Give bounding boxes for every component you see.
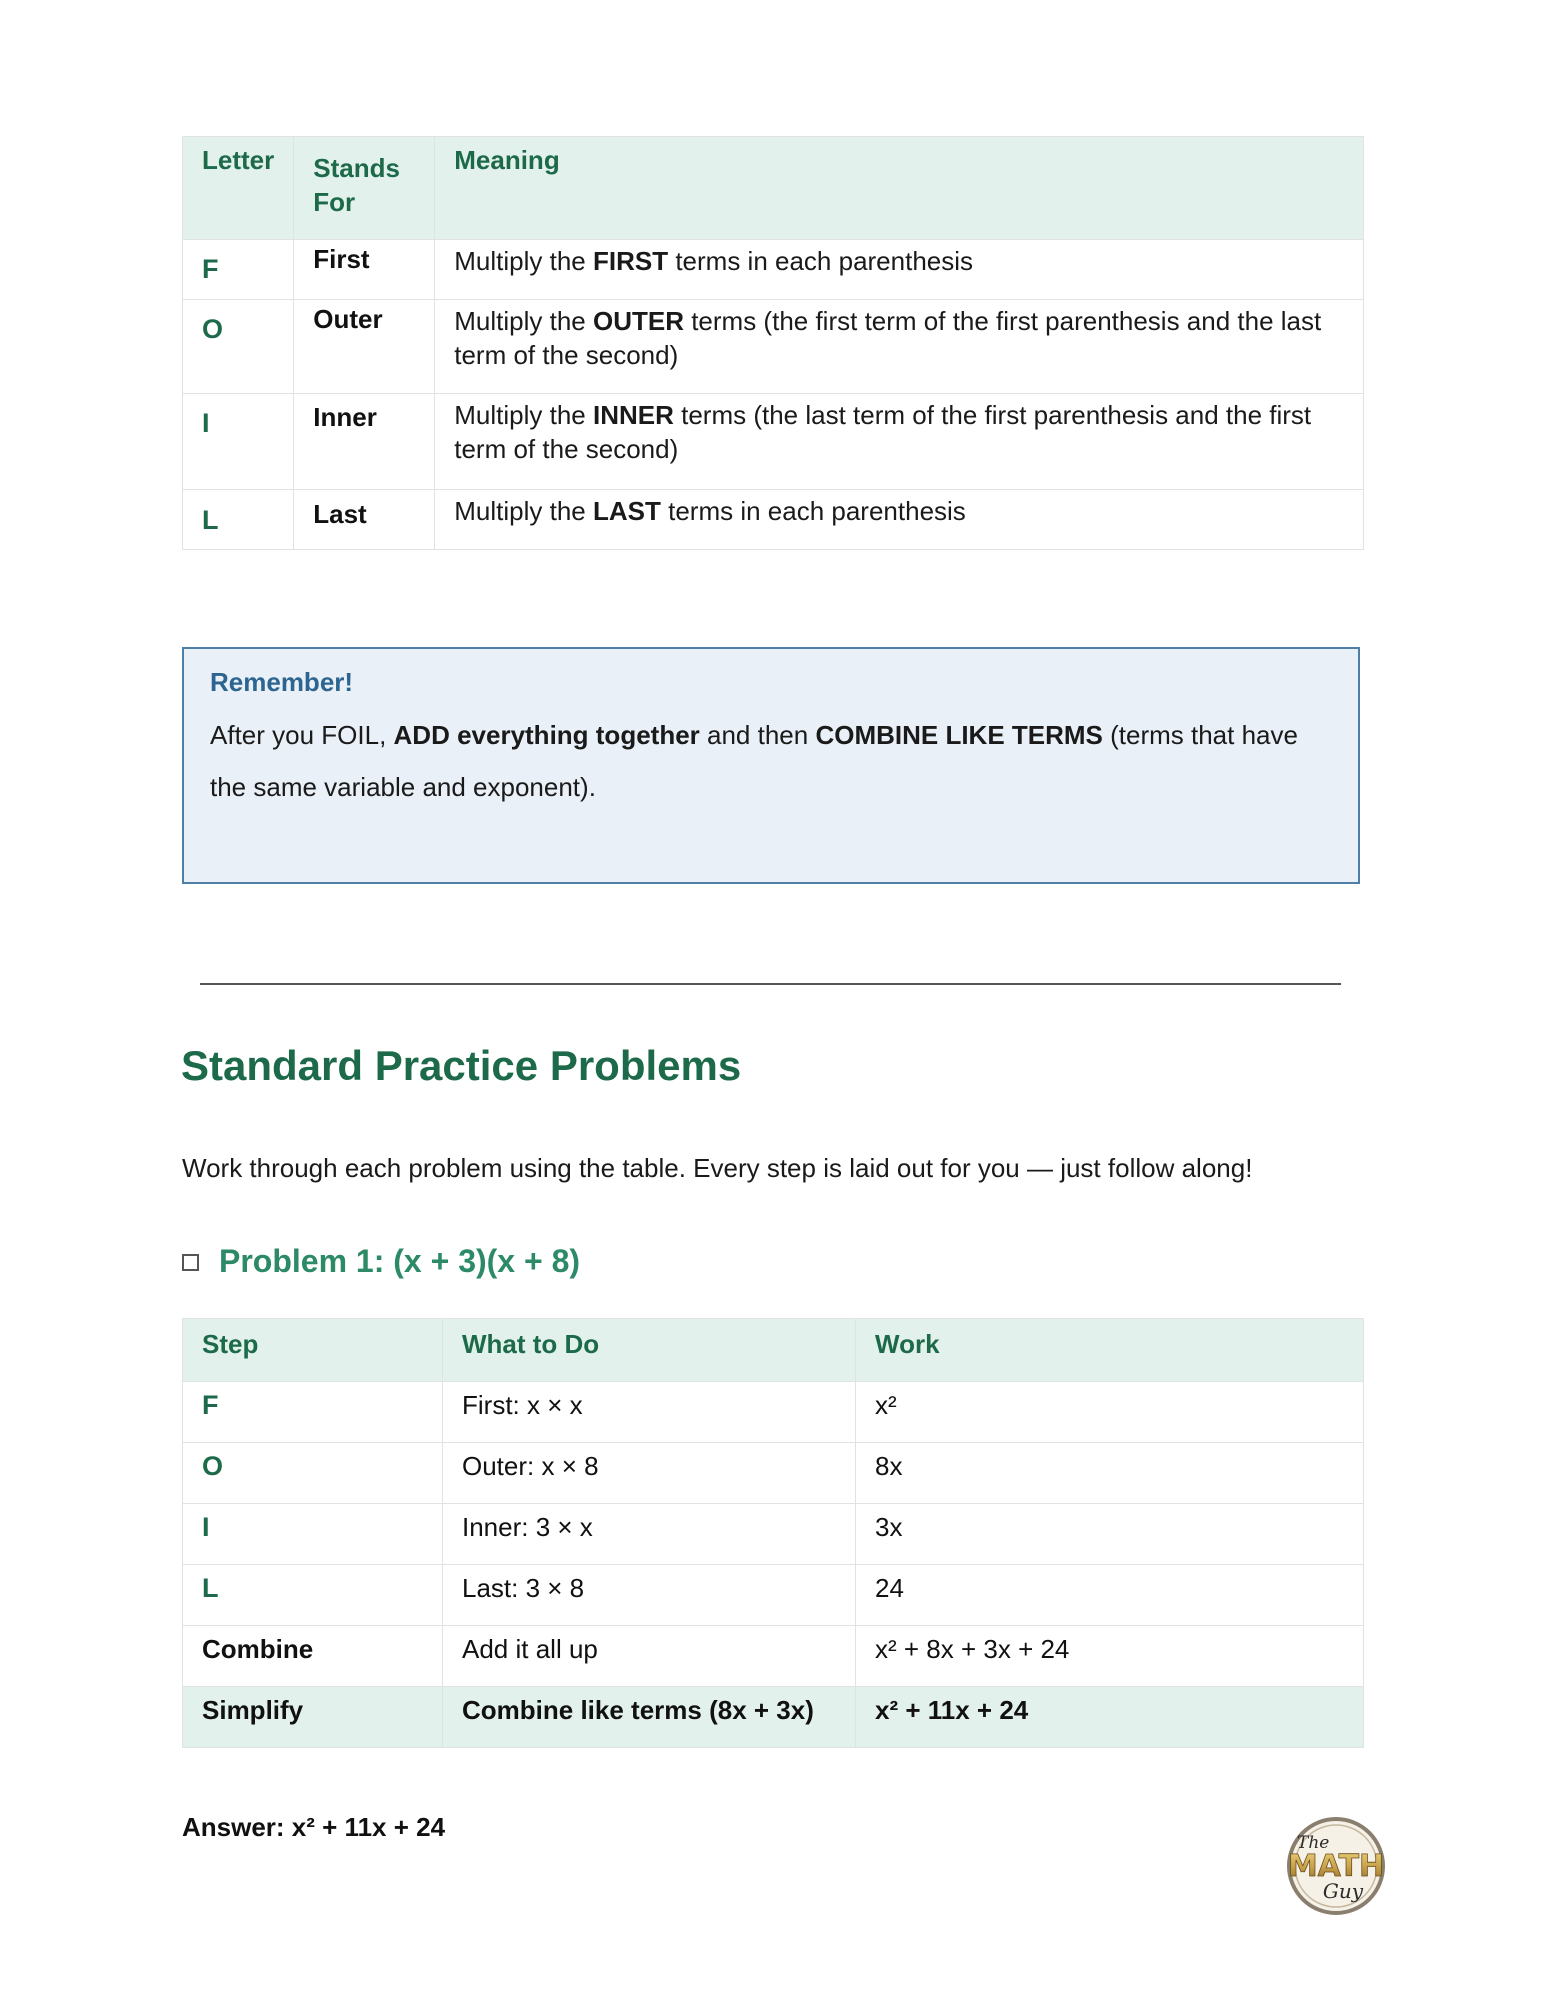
problem-header-what: What to Do [443,1319,856,1382]
callout-text: After you FOIL, [210,720,394,750]
callout-text: (terms that have the same variable and exponent). [210,720,1298,802]
foil-meaning [435,394,1364,490]
meaning-text: Multiply the [454,246,593,276]
problem-1-answer [182,1810,445,1844]
meaning-text: terms (the first term of the first parenthesis and the last term of the second) [454,306,1322,370]
callout-title: Remember! [210,667,354,697]
callout-emphasis: COMBINE LIKE TERMS [815,720,1103,750]
section-divider [200,983,1341,985]
foil-stands-for: Last [294,490,435,550]
meaning-text: terms in each parenthesis [668,246,974,276]
meaning-text: Multiply the [454,306,593,336]
problem-work: x² [856,1382,1364,1443]
foil-stands-for: First [294,240,435,300]
math-guy-logo [1277,1812,1395,1920]
problem-row-combine [183,1626,1364,1687]
meaning-text: terms (the last term of the first parenthesis and the first term of the second) [454,400,1312,464]
problem-work: x² + 11x + 24 [856,1687,1364,1748]
problem-work: x² + 8x + 3x + 24 [856,1626,1364,1687]
foil-stands-for: Outer [294,300,435,394]
callout-emphasis: ADD everything together [393,720,700,750]
foil-row-last [183,490,1364,550]
problem-header-work: Work [856,1319,1364,1382]
problem-row-first [183,1382,1364,1443]
problem-header-row [183,1319,1364,1382]
problem-what: Inner: 3 × x [443,1504,856,1565]
foil-meaning [435,300,1364,394]
problem-step: O [183,1443,443,1504]
foil-row-inner [183,394,1364,490]
foil-letter: L [183,490,294,550]
problem-1-heading [182,1240,580,1282]
meaning-text: terms in each parenthesis [660,496,966,526]
meaning-keyword: INNER [592,400,674,430]
foil-header-meaning: Meaning [435,137,1364,240]
meaning-text: Multiply the [454,400,593,430]
answer-text: Answer: x² + 11x + 24 [182,1812,446,1842]
problem-1-table [182,1318,1364,1748]
meaning-keyword: FIRST [592,246,669,276]
problem-what: Outer: x × 8 [443,1443,856,1504]
problem-1-title: Problem 1: (x + 3)(x + 8) [219,1243,581,1279]
problem-work: 8x [856,1443,1364,1504]
remember-callout [182,647,1360,884]
foil-meaning [435,490,1364,550]
callout-body [210,709,1332,813]
problem-work: 24 [856,1565,1364,1626]
checkbox-icon[interactable] [182,1254,199,1271]
problem-row-inner [183,1504,1364,1565]
problem-step: F [183,1382,443,1443]
section-title: Standard Practice Problems [181,1042,742,1089]
foil-table [182,136,1364,550]
problem-step: L [183,1565,443,1626]
problem-what: First: x × x [443,1382,856,1443]
problem-header-step: Step [183,1319,443,1382]
foil-header-row [183,137,1364,240]
meaning-text: Multiply the [454,496,593,526]
logo-text-main: MATH [1287,1849,1385,1884]
logo-text-top: The [1297,1833,1330,1853]
foil-row-first [183,240,1364,300]
problem-step: I [183,1504,443,1565]
problem-step: Combine [183,1626,443,1687]
foil-stands-for: Inner [294,394,435,490]
logo-text-bottom: Guy [1322,1879,1364,1903]
meaning-keyword: OUTER [592,306,684,336]
problem-what: Add it all up [443,1626,856,1687]
problem-what: Combine like terms (8x + 3x) [443,1687,856,1748]
foil-letter: O [183,300,294,394]
problem-work: 3x [856,1504,1364,1565]
foil-row-outer [183,300,1364,394]
problem-step: Simplify [183,1687,443,1748]
problem-what: Last: 3 × 8 [443,1565,856,1626]
problem-row-simplify [183,1687,1364,1748]
section-intro: Work through each problem using the table. Every step is laid out for you — just follow along! [182,1153,1253,1183]
foil-meaning [435,240,1364,300]
foil-letter: F [183,240,294,300]
problem-row-last [183,1565,1364,1626]
foil-letter: I [183,394,294,490]
problem-row-outer [183,1443,1364,1504]
meaning-keyword: LAST [592,496,661,526]
callout-text: and then [699,720,816,750]
foil-header-letter: Letter [183,137,294,240]
foil-header-stands-for: Stands For [294,137,435,240]
